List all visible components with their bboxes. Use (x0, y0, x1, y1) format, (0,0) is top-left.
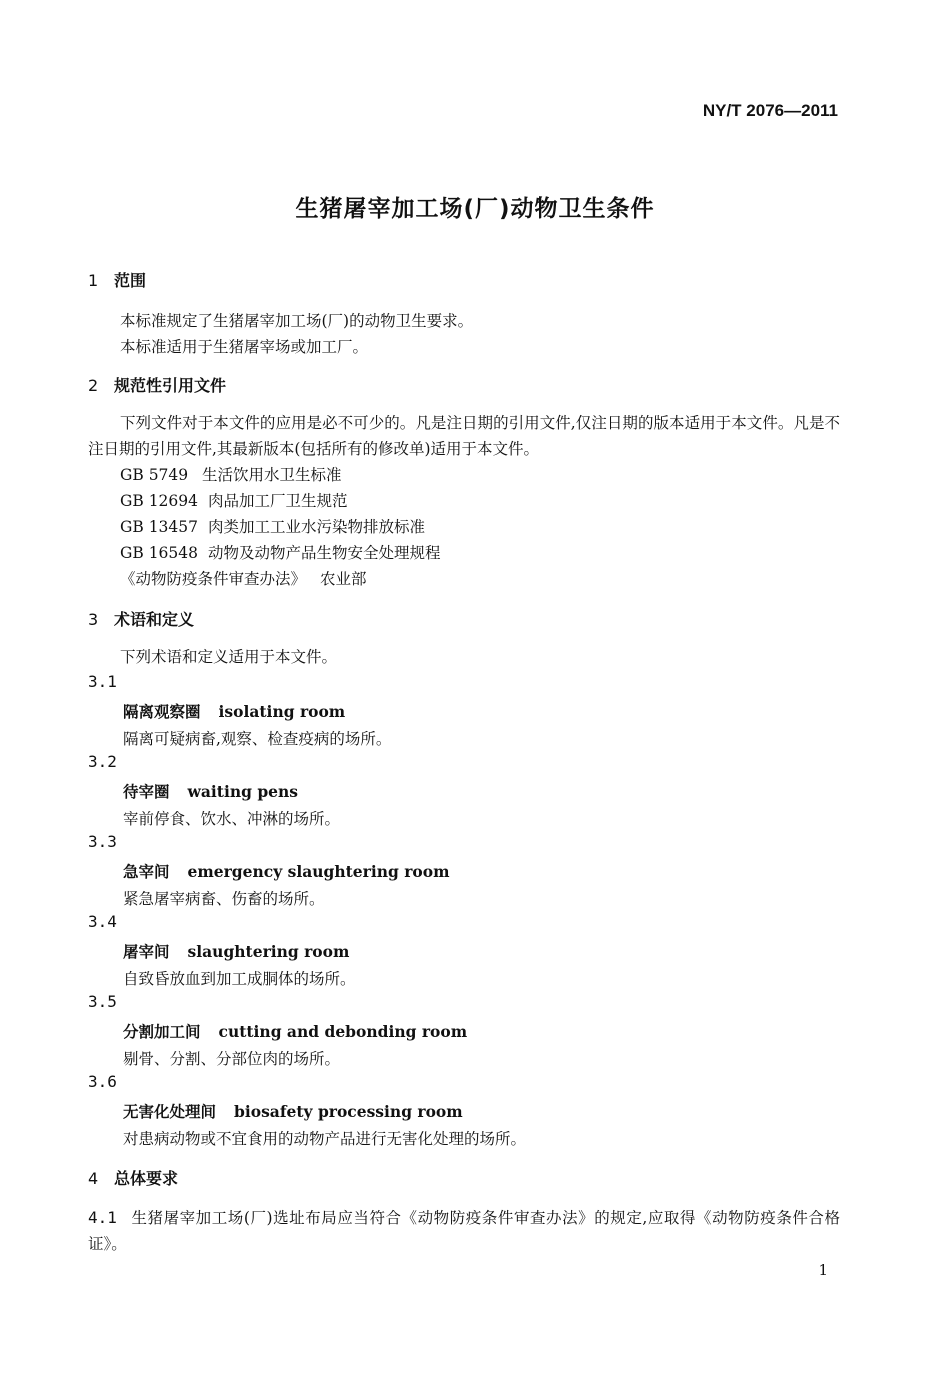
term-definition: 隔离可疑病畜,观察、检查疫病的场所。 (123, 730, 392, 748)
section-1-heading (88, 268, 146, 291)
section-number: 4 (88, 1169, 99, 1188)
section-title: 规范性引用文件 (114, 376, 227, 395)
section-2-heading (88, 373, 226, 396)
reference-code: GB 13457 (120, 518, 199, 536)
term-zh: 待宰圈 (123, 782, 170, 801)
paragraph: 下列文件对于本文件的应用是必不可少的。凡是注日期的引用文件,仅注日期的版本适用于本文件。凡是不注日期的引用文件,其最新版本(包括所有的修改单)适用于本文件。 (88, 414, 840, 458)
term-definition: 紧急屠宰病畜、伤畜的场所。 (123, 890, 325, 908)
reference-code: GB 5749 (120, 466, 189, 484)
section-3-heading (88, 607, 194, 630)
term-number: 3.1 (88, 672, 117, 691)
reference-code: GB 16548 (120, 544, 199, 562)
term-heading (123, 780, 298, 802)
paragraph: 本标准适用于生猪屠宰场或加工厂。 (120, 338, 369, 356)
term-en: isolating room (218, 702, 346, 721)
reference-code: GB 12694 (120, 492, 199, 510)
term-en: waiting pens (187, 782, 299, 801)
term-zh: 分割加工间 (123, 1022, 201, 1041)
page-number: 1 (818, 1261, 828, 1279)
reference-issuer: 农业部 (320, 570, 367, 588)
reference-item (120, 567, 367, 589)
term-zh: 屠宰间 (123, 942, 170, 961)
term-number: 3.4 (88, 912, 117, 931)
term-number: 3.6 (88, 1072, 117, 1091)
term-definition: 宰前停食、饮水、冲淋的场所。 (123, 810, 341, 828)
section-number: 2 (88, 376, 99, 395)
term-heading (123, 860, 449, 882)
reference-title: 生活饮用水卫生标准 (202, 466, 342, 484)
term-definition: 剔骨、分割、分部位肉的场所。 (123, 1050, 341, 1068)
section-number: 3 (88, 610, 99, 629)
reference-title: 肉类加工工业水污染物排放标准 (208, 518, 426, 536)
term-definition: 自致昏放血到加工成胴体的场所。 (123, 970, 356, 988)
paragraph: 本标准规定了生猪屠宰加工场(厂)的动物卫生要求。 (120, 312, 474, 330)
term-heading (123, 1020, 467, 1042)
term-definition: 对患病动物或不宜食用的动物产品进行无害化处理的场所。 (123, 1130, 527, 1148)
term-en: emergency slaughtering room (187, 862, 450, 881)
reference-title: 动物及动物产品生物安全处理规程 (208, 544, 441, 562)
section-title: 范围 (114, 271, 147, 290)
term-number: 3.2 (88, 752, 117, 771)
reference-item (120, 541, 441, 563)
term-number: 3.5 (88, 992, 117, 1011)
section-4-heading (88, 1166, 178, 1189)
term-en: biosafety processing room (234, 1102, 463, 1121)
term-zh: 无害化处理间 (123, 1102, 217, 1121)
paragraph: 下列术语和定义适用于本文件。 (120, 648, 338, 666)
reference-item (120, 489, 348, 511)
clause (88, 1205, 840, 1257)
term-zh: 急宰间 (123, 862, 170, 881)
term-en: cutting and debonding room (218, 1022, 468, 1041)
term-heading (123, 940, 349, 962)
reference-title: 《动物防疫条件审查办法》 (120, 570, 307, 588)
section-title: 总体要求 (114, 1169, 179, 1188)
reference-title: 肉品加工厂卫生规范 (208, 492, 348, 510)
standard-code: NY/T 2076—2011 (702, 101, 838, 120)
document-title: 生猪屠宰加工场(厂)动物卫生条件 (295, 196, 655, 222)
section-number: 1 (88, 271, 99, 290)
reference-item (120, 515, 425, 537)
clause-number: 4.1 (88, 1208, 117, 1227)
term-heading (123, 1100, 463, 1122)
term-number: 3.3 (88, 832, 117, 851)
section-title: 术语和定义 (114, 610, 195, 629)
clause-text: 生猪屠宰加工场(厂)选址布局应当符合《动物防疫条件审查办法》的规定,应取得《动物防疫条件合格证》。 (88, 1209, 840, 1253)
term-en: slaughtering room (187, 942, 350, 961)
term-heading (123, 700, 345, 722)
reference-item (120, 463, 342, 485)
term-zh: 隔离观察圈 (123, 702, 201, 721)
